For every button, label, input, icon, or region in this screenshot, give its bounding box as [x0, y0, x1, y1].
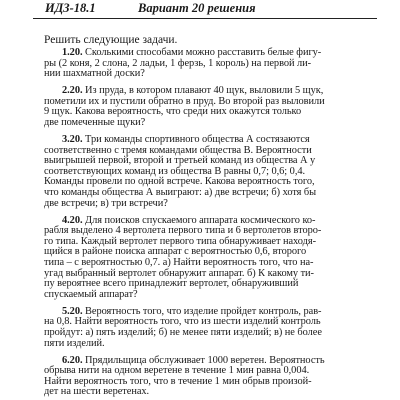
problem-line: выигрышей первой, второй и третьей команд из общества А у	[44, 155, 316, 167]
problem-line: что команды общества А выиграют: а) две встречи; б) хотя бы	[44, 187, 317, 199]
page-header	[33, 1, 377, 20]
problem-line: соответственно с тремя командами общества В. Вероятности	[44, 144, 312, 156]
problem-number: 3.20.	[62, 134, 83, 146]
problem-2-20	[44, 86, 369, 128]
problem-line: 3.20. Три команды спортивного общества А состязаются	[62, 134, 310, 146]
problem-line: пометили их и пустили обратно в пруд. Во второй раз выловили	[44, 95, 325, 107]
problem-line: 4.20. Для поисков спускаемого аппарата космического ко-	[62, 214, 316, 226]
problem-5-20	[44, 307, 369, 349]
assignment-code: ИДЗ-18.1	[45, 1, 96, 15]
problem-line: пу вероятнее всего принадлежит вертолет, обнаруживший	[44, 278, 299, 290]
problem-line: рабля выделено 4 вертолета первого типа и 6 вертолетов второ-	[44, 225, 322, 237]
problem-line: 2.20. Из пруда, в котором плавают 40 щук, выловили 5 щук,	[62, 85, 324, 97]
variant-title: Вариант 20 решения	[138, 1, 256, 15]
problem-line: спускаемый аппарат?	[44, 288, 138, 300]
problem-line: соответствующих команд из общества В равны 0,7; 0,6; 0,4.	[44, 165, 306, 177]
problem-line: две встречи; в) три встречи?	[44, 197, 168, 209]
problem-line: пройдут: а) пять изделий; б) не менее пяти изделий; в) не более	[44, 327, 322, 338]
problem-line: типа – с вероятностью 0,7. а) Найти вероятность того, что на-	[44, 257, 314, 269]
problem-3-20	[44, 135, 369, 209]
problem-number: 1.20.	[62, 47, 83, 58]
problem-number: 6.20.	[62, 354, 83, 366]
header-divider	[33, 18, 377, 19]
problem-line: Команды провели по одной встрече. Какова вероятность того,	[44, 176, 315, 188]
problem-number: 2.20.	[62, 85, 83, 97]
problem-number: 4.20.	[62, 214, 83, 226]
instructions-text: Решить следующие задачи.	[44, 34, 178, 46]
problem-line: на 0,8. Найти вероятность того, что из шести изделий контроль	[44, 316, 321, 328]
problem-line: угад выбранный вертолет обнаружит аппарат. б) К какому ти-	[44, 267, 314, 279]
problem-line: обрыва нити на одном веретене в течение 1 мин равна 0,004.	[44, 365, 310, 377]
problem-number: 5.20.	[62, 305, 83, 317]
problem-line: го типа. Каждый вертолет первого типа обнаруживает находя-	[44, 235, 316, 247]
problem-line: 1.20. Сколькими способами можно расставить белые фигу-	[62, 47, 322, 58]
problem-line: 9 щук. Какова вероятность, что среди них окажутся только	[44, 106, 302, 118]
problem-line: Найти вероятность того, что в течение 1 мин обрыв произой-	[44, 375, 312, 387]
problem-line: щийся в районе поиска аппарат с вероятностью 0,6, второго	[44, 246, 307, 258]
problem-line: две помеченные щуки?	[44, 117, 146, 128]
problem-4-20	[44, 216, 369, 301]
problem-6-20	[44, 356, 369, 398]
problem-line: дет на шести веретенах.	[44, 386, 150, 398]
problem-line: ры (2 коня, 2 слона, 2 ладьи, 1 ферзь, 1 король) на первой ли-	[44, 57, 312, 69]
problem-line: 5.20. Вероятность того, что изделие пройдет контроль, рав-	[62, 305, 322, 317]
problem-1-20	[44, 48, 369, 80]
problem-line: 6.20. Прядильщица обслуживает 1000 веретен. Вероятность	[62, 354, 325, 366]
problem-line: пяти изделий.	[44, 337, 105, 349]
problem-line: нии шахматной доски?	[44, 68, 145, 80]
